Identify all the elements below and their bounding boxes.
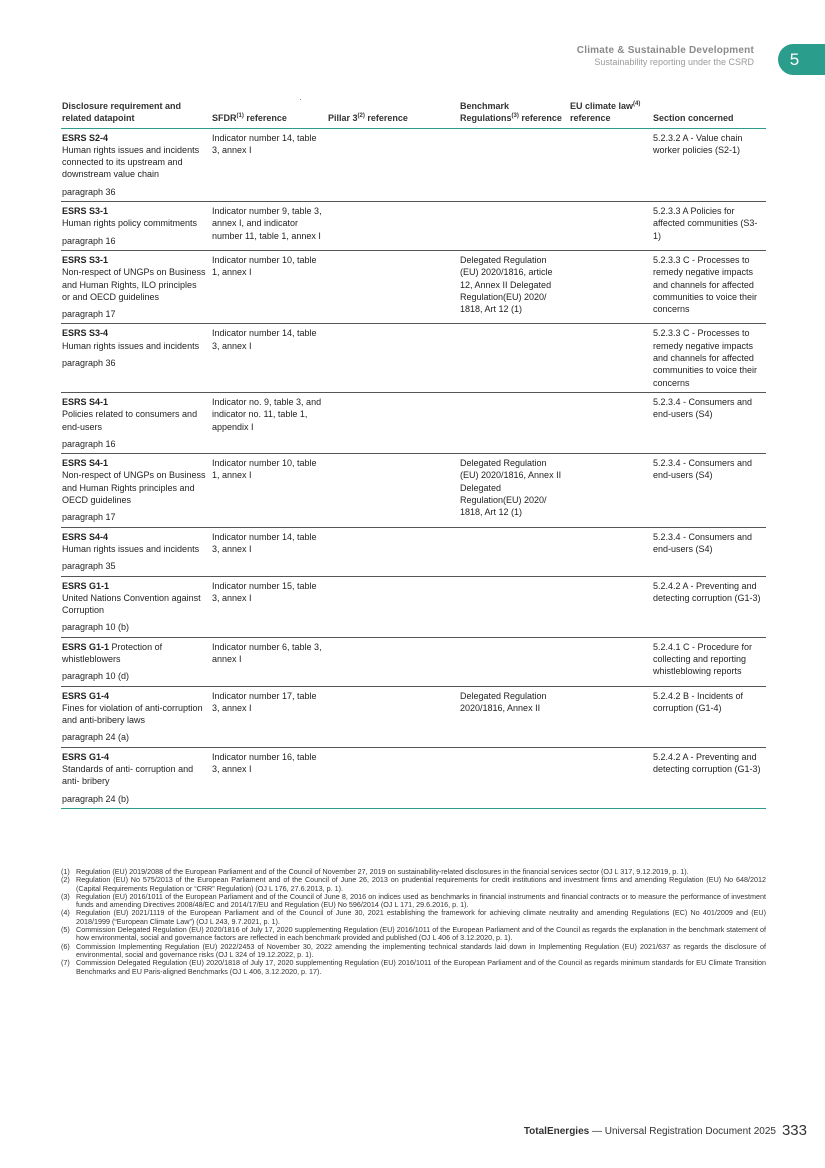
disclosure-cell bbox=[61, 454, 211, 527]
page-number: 333 bbox=[781, 1122, 807, 1139]
esrs-code: ESRS S3-1 bbox=[62, 254, 109, 265]
footnotes bbox=[61, 868, 766, 976]
datapoint-description: Human rights issues and incidents connected to its upstream and downstream value chain bbox=[62, 144, 200, 180]
benchmark-cell bbox=[459, 637, 569, 686]
pillar3-cell bbox=[327, 527, 459, 576]
table-row bbox=[61, 128, 766, 201]
esrs-code: ESRS S3-4 bbox=[62, 328, 109, 339]
benchmark-cell bbox=[459, 747, 569, 808]
header-subtitle: Sustainability reporting under the CSRD bbox=[594, 57, 754, 67]
sfdr-cell: Indicator number 16, table 3, annex I bbox=[211, 747, 327, 808]
esrs-code: ESRS S3-1 bbox=[62, 206, 109, 217]
section-cell: 5.2.3.2 A - Value chain worker policies (S2-1) bbox=[652, 128, 766, 201]
table-row bbox=[61, 202, 766, 251]
disclosure-cell bbox=[61, 250, 211, 323]
sfdr-cell: Indicator number 15, table 3, annex I bbox=[211, 576, 327, 637]
table-row bbox=[61, 747, 766, 808]
section-cell: 5.2.3.3 C - Processes to remedy negative impacts and channels for affected communities to voice their concerns bbox=[652, 324, 766, 392]
table-row bbox=[61, 576, 766, 637]
footnote bbox=[61, 893, 766, 910]
table-row bbox=[61, 250, 766, 323]
eu-climate-law-cell bbox=[569, 202, 652, 251]
benchmark-cell: Delegated Regulation 2020/1816, Annex II bbox=[459, 686, 569, 747]
section-cell: 5.2.3.4 - Consumers and end-users (S4) bbox=[652, 527, 766, 576]
sfdr-cell: Indicator number 14, table 3, annex I bbox=[211, 128, 327, 201]
eu-climate-law-cell bbox=[569, 324, 652, 392]
table-row bbox=[61, 637, 766, 686]
section-cell: 5.2.3.3 A Policies for affected communities (S3-1) bbox=[652, 202, 766, 251]
pillar3-cell bbox=[327, 637, 459, 686]
section-cell: 5.2.3.4 - Consumers and end-users (S4) bbox=[652, 454, 766, 527]
esrs-code: ESRS S2-4 bbox=[62, 132, 109, 143]
benchmark-cell: Delegated Regulation (EU) 2020/1816, Annex II Delegated Regulation(EU) 2020/ 1818, Art 12 (1) bbox=[459, 454, 569, 527]
sfdr-cell: Indicator number 14, table 3, annex I bbox=[211, 324, 327, 392]
paragraph-ref: paragraph 10 (b) bbox=[62, 622, 130, 633]
page-footer bbox=[524, 1122, 807, 1139]
pillar3-cell bbox=[327, 324, 459, 392]
table-row bbox=[61, 686, 766, 747]
benchmark-cell bbox=[459, 324, 569, 392]
sfdr-cell: Indicator number 17, table 3, annex I bbox=[211, 686, 327, 747]
footnote-text: Commission Delegated Regulation (EU) 2020/1816 of July 17, 2020 supplementing Regulation (EU) 2016/1011 of the European Parliament and of the Council as regards the explanation in the benchmark statement of how environmental, social and governance factors are reflected in each benchmark provided and published (OJ L 406 of 3.12.2020, p. 1). bbox=[76, 925, 766, 943]
footnote bbox=[61, 943, 766, 960]
pillar3-cell bbox=[327, 202, 459, 251]
sfdr-cell: Indicator no. 9, table 3, and indicator no. 11, table 1, appendix I bbox=[211, 392, 327, 453]
eu-climate-law-cell bbox=[569, 454, 652, 527]
header-pillar3: Pillar 3$^{(2)}$ reference bbox=[327, 100, 459, 128]
paragraph-ref: paragraph 24 (b) bbox=[62, 793, 130, 804]
disclosure-cell bbox=[61, 392, 211, 453]
benchmark-cell bbox=[459, 392, 569, 453]
header-sfdr: SFDR$^{(1)}$ reference bbox=[211, 100, 327, 128]
footnote-number: (1) bbox=[61, 867, 70, 876]
paragraph-ref: paragraph 10 (d) bbox=[62, 671, 130, 682]
benchmark-cell bbox=[459, 202, 569, 251]
benchmark-cell bbox=[459, 527, 569, 576]
esrs-code: ESRS G1-1 bbox=[62, 641, 110, 652]
esrs-code: ESRS S4-1 bbox=[62, 458, 109, 469]
table-row bbox=[61, 527, 766, 576]
footnote-number: (5) bbox=[61, 925, 70, 935]
sfdr-cell: Indicator number 6, table 3, annex I bbox=[211, 637, 327, 686]
datapoint-description: Human rights policy commitments bbox=[62, 218, 198, 229]
header-benchmark: Benchmark Regulations$^{(3)}$ reference bbox=[459, 100, 569, 128]
chapter-badge: 5 bbox=[778, 44, 825, 75]
pillar3-cell bbox=[327, 454, 459, 527]
esrs-code: ESRS S4-1 bbox=[62, 396, 109, 407]
paragraph-ref: paragraph 17 bbox=[62, 309, 116, 320]
footnote-number: (4) bbox=[61, 908, 70, 918]
footnote bbox=[61, 959, 766, 976]
header-eu-climate-law: EU climate law$^{(4)}$ reference bbox=[569, 100, 652, 128]
eu-climate-law-cell bbox=[569, 128, 652, 201]
sfdr-cell: Indicator number 14, table 3, annex I bbox=[211, 527, 327, 576]
footnote-text: Commission Implementing Regulation (EU) 2022/2453 of November 30, 2022 amending the implementing technical standards laid down in Implementing Regulation (EU) 2021/637 as regards the disclosure of environmental, social and governance risks (OJ L 324 of 19.12.2022, p. 1). bbox=[76, 941, 766, 959]
section-cell: 5.2.4.1 C - Procedure for collecting and reporting whistleblowing reports bbox=[652, 637, 766, 686]
footnote-number: (7) bbox=[61, 958, 70, 968]
table-row bbox=[61, 392, 766, 453]
disclosure-cell bbox=[61, 747, 211, 808]
section-cell: 5.2.4.2 A - Preventing and detecting corruption (G1-3) bbox=[652, 747, 766, 808]
paragraph-ref: paragraph 16 bbox=[62, 235, 116, 246]
header-title: Climate & Sustainable Development bbox=[576, 45, 754, 56]
esrs-code: ESRS G1-1 bbox=[62, 580, 110, 591]
sfdr-cell: Indicator number 10, table 1, annex I bbox=[211, 454, 327, 527]
table-header-row bbox=[61, 100, 766, 128]
disclosure-cell bbox=[61, 128, 211, 201]
datapoint-description: Human rights issues and incidents bbox=[62, 543, 200, 554]
pillar3-cell bbox=[327, 576, 459, 637]
section-cell: 5.2.4.2 A - Preventing and detecting corruption (G1-3) bbox=[652, 576, 766, 637]
header-section: Section concerned bbox=[652, 100, 766, 128]
footnote bbox=[61, 876, 766, 893]
sfdr-cell: Indicator number 10, table 1, annex I bbox=[211, 250, 327, 323]
pillar3-cell bbox=[327, 686, 459, 747]
benchmark-cell: Delegated Regulation (EU) 2020/1816, article 12, Annex II Delegated Regulation(EU) 2020/ 1818, Art 12 (1) bbox=[459, 250, 569, 323]
pillar3-cell bbox=[327, 392, 459, 453]
footnote-text: Regulation (EU) 2021/1119 of the European Parliament and of the Council of June 30, 2021 establishing the framework for achieving climate neutrality and amending Regulations (EC) No 401/2009 and (EU) 2018/1999 (“European Climate Law”) (OJ L 243, 9.7.2021, p. 1). bbox=[76, 908, 766, 926]
eu-climate-law-cell bbox=[569, 576, 652, 637]
eu-climate-law-cell bbox=[569, 250, 652, 323]
footnote-text: Regulation (EU) 2019/2088 of the European Parliament and of the Council of November 27, 2019 on sustainability-related disclosures in the financial services sector (OJ L 317, 9.12.2019, p. 1). bbox=[76, 867, 689, 876]
footnote-text: Regulation (EU) No 575/2013 of the European Parliament and of the Council of June 26, 2013 on prudential requirements for credit institutions and investment firms and amending Regulation (EU) No 648/2012 (Capital Requirements Regulation or “CRR” Regulation) (OJ L 176, 27.6.2013, p. 1). bbox=[76, 875, 766, 893]
footnote bbox=[61, 926, 766, 943]
datapoint-description: Non-respect of UNGPs on Business and Human Rights principles and OECD guidelines bbox=[62, 470, 206, 506]
disclosure-cell bbox=[61, 576, 211, 637]
section-cell: 5.2.3.3 C - Processes to remedy negative impacts and channels for affected communities to voice their concerns bbox=[652, 250, 766, 323]
paragraph-ref: paragraph 36 bbox=[62, 186, 116, 197]
datapoint-description: Fines for violation of anti-corruption and anti-bribery laws bbox=[62, 702, 203, 726]
disclosure-cell bbox=[61, 527, 211, 576]
eu-climate-law-cell bbox=[569, 747, 652, 808]
footnote-number: (6) bbox=[61, 941, 70, 951]
esrs-code: ESRS G1-4 bbox=[62, 751, 110, 762]
datapoint-description: United Nations Convention against Corruption bbox=[62, 592, 201, 616]
paragraph-ref: paragraph 24 (a) bbox=[62, 732, 130, 743]
section-cell: 5.2.4.2 B - Incidents of corruption (G1-4) bbox=[652, 686, 766, 747]
footnote-text: Regulation (EU) 2016/1011 of the European Parliament and of the Council of June 8, 2016 on indices used as benchmarks in financial instruments and financial contracts or to measure the performance of investment funds and amending Directives 2008/48/EC and 2014/17/EU and Regulation (EU) No 596/2014 (OJ L 171, 29.6.2016, p. 1). bbox=[76, 891, 766, 910]
eu-climate-law-cell bbox=[569, 686, 652, 747]
eu-climate-law-cell bbox=[569, 637, 652, 686]
datapoint-reference-table bbox=[61, 100, 766, 809]
esrs-code: ESRS S4-4 bbox=[62, 531, 109, 542]
disclosure-cell bbox=[61, 324, 211, 392]
footnote-number: (3) bbox=[61, 891, 70, 901]
footnote-number: (2) bbox=[61, 875, 70, 885]
esrs-code: ESRS G1-4 bbox=[62, 690, 110, 701]
benchmark-cell bbox=[459, 128, 569, 201]
paragraph-ref: paragraph 16 bbox=[62, 438, 116, 449]
datapoint-description: Standards of anti- corruption and anti- bribery bbox=[62, 764, 194, 787]
table-row bbox=[61, 454, 766, 527]
disclosure-cell bbox=[61, 637, 211, 686]
table-row bbox=[61, 324, 766, 392]
section-cell: 5.2.3.4 - Consumers and end-users (S4) bbox=[652, 392, 766, 453]
pillar3-cell bbox=[327, 250, 459, 323]
eu-climate-law-cell bbox=[569, 392, 652, 453]
paragraph-ref: paragraph 36 bbox=[62, 358, 116, 369]
disclosure-cell bbox=[61, 686, 211, 747]
sfdr-cell: Indicator number 9, table 3, annex I, and indicator number 11, table 1, annex I bbox=[211, 202, 327, 251]
paragraph-ref: paragraph 17 bbox=[62, 512, 116, 523]
datapoint-description: Human rights issues and incidents bbox=[62, 340, 200, 351]
datapoint-description: Non-respect of UNGPs on Business and Human Rights, ILO principles or and OECD guidelines bbox=[62, 267, 206, 302]
footnote-text: Commission Delegated Regulation (EU) 2020/1818 of July 17, 2020 supplementing Regulation (EU) 2016/1011 of the European Parliament and of the Council as regards minimum standards for EU Climate Transition Benchmarks and EU Paris-aligned Benchmarks (OJ L 406, 3.12.2020, p. 17). bbox=[76, 958, 766, 976]
pillar3-cell bbox=[327, 128, 459, 201]
footer-brand: TotalEnergies bbox=[523, 1126, 590, 1137]
footer-doc-title: — Universal Registration Document 2025 bbox=[589, 1126, 776, 1137]
footnote bbox=[61, 909, 766, 926]
pillar3-cell bbox=[327, 747, 459, 808]
paragraph-ref: paragraph 35 bbox=[62, 561, 116, 572]
header-disclosure: Disclosure requirement and related datapoint bbox=[61, 100, 211, 128]
datapoint-description: Policies related to consumers and end-users bbox=[62, 409, 198, 432]
eu-climate-law-cell bbox=[569, 527, 652, 576]
disclosure-cell bbox=[61, 202, 211, 251]
datapoint-description: Protection of whistleblowers bbox=[62, 641, 163, 664]
benchmark-cell bbox=[459, 576, 569, 637]
